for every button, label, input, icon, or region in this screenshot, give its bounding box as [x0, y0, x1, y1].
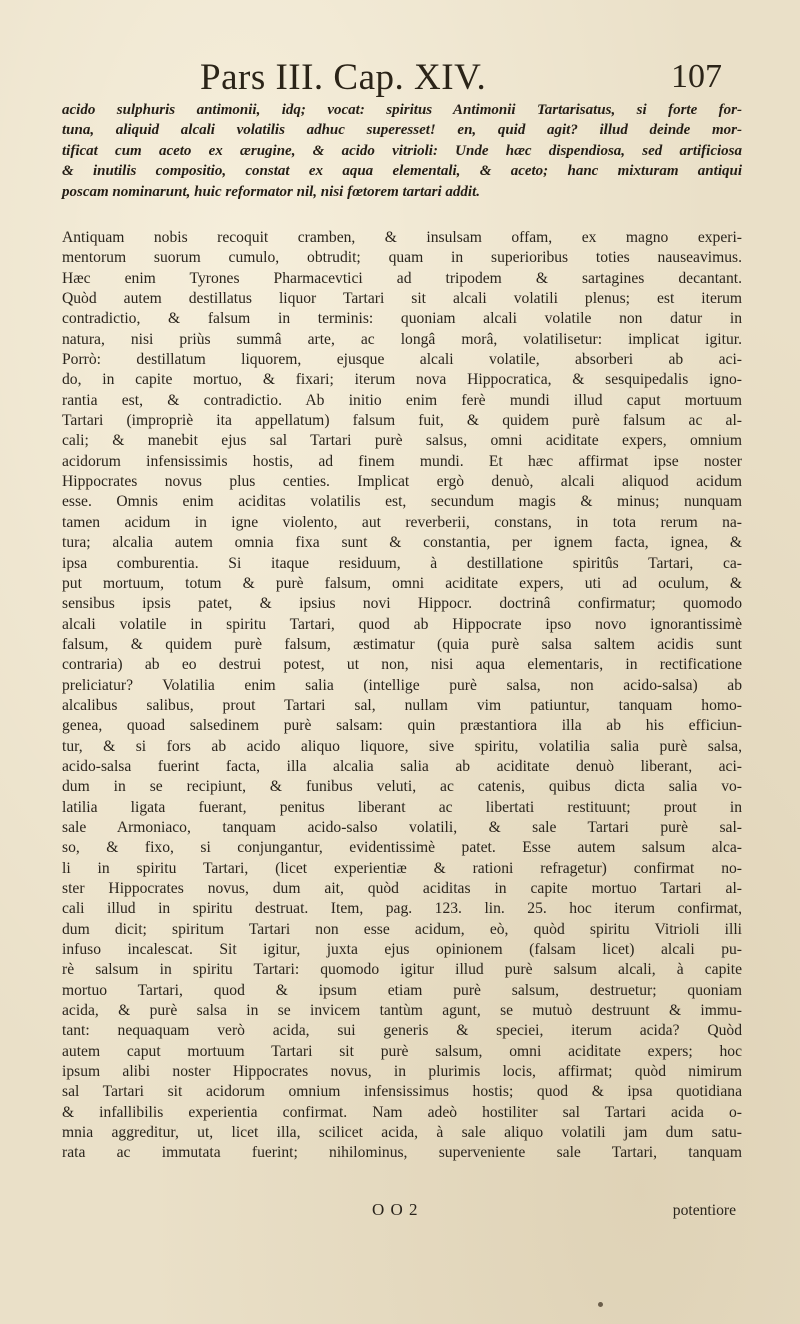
text-line: falsum, & quidem purè falsum, æstimatur (quia purè salsa saltem acidis sunt	[62, 635, 742, 653]
text-line: dum in se recipiunt, & funibus veluti, ac catenis, quibus dicta salia vo-	[62, 778, 742, 796]
text-line: acido-salsa fuerint facta, illa alcalia salia ab aciditate denuò liberant, aci-	[62, 757, 742, 775]
text-line: Porrò: destillatum liquorem, ejusque alcali volatile, absorberi ab aci-	[62, 351, 742, 369]
text-line: Antiquam nobis recoquit cramben, & insulsam offam, ex magno experi-	[62, 229, 742, 246]
text-line: esse. Omnis enim aciditas volatilis est, secundum magis & minus; nunquam	[62, 493, 742, 511]
text-line: cali; & manebit ejus sal Tartari purè salsus, omni aciditate expers, omnium	[62, 432, 742, 450]
signature-mark: O O 2	[372, 1200, 419, 1219]
text-line: tant: nequaquam verò acida, sui generis & speciei, iterum acida? Quòd	[62, 1022, 742, 1040]
text-line: preliciatur? Volatilia enim salia (intellige purè salsa, non acido-salsa) ab	[62, 676, 742, 694]
text-line: sale Armoniaco, tanquam acido-salso volatili, & sale Tartari purè sal-	[62, 818, 742, 836]
text-line: sal Tartari sit acidorum omnium infensissimus hostis; quod & ipsa quotidiana	[62, 1083, 742, 1101]
text-line: sensibus ipsis patet, & ipsius novi Hippocr. doctrinâ confirmatur; quomodo	[62, 595, 742, 613]
text-line: rata ac immutata fuerint; nihilominus, superveniente sale Tartari, tanquam	[62, 1144, 742, 1162]
text-line: put mortuum, totum & purè falsum, omni aciditate expers, uti ad oculum, &	[62, 574, 742, 592]
text-line: infuso incalescat. Sit igitur, juxta ejus opinionem (falsam licet) alcali pu-	[62, 941, 742, 959]
text-line: acidorum infensissimis hostis, ad finem mundi. Et hæc affirmat ipse noster	[62, 452, 742, 470]
text-line: acida, & purè salsa in se invicem tantùm agunt, se mutuò destruunt & immu-	[62, 1002, 742, 1020]
text-line: genea, quoad salsedinem purè salsam: quin præstantiora illa ab his efficiun-	[62, 717, 742, 735]
page-header	[70, 56, 730, 104]
quote-line: tificat cum aceto ex ærugine, & acido vitrioli: Unde hæc dispendiosa, sed artificiosa	[62, 142, 742, 159]
catchword: potentiore	[672, 1202, 736, 1219]
text-line: contraria) ab eo destrui potest, ut non, nisi aqua elementaris, in rectificatione	[62, 656, 742, 674]
text-line: contradictio, & falsum in terminis: quoniam alcali volatile non datur in	[62, 310, 742, 328]
text-line: mentorum suorum cumulo, obtrudit; quam in superioribus toties nauseavimus.	[62, 249, 742, 267]
main-text-block	[62, 228, 742, 1164]
footer-line	[62, 1200, 742, 1224]
text-line: so, & fixo, si conjungantur, evidentissimè patet. Esse autem salsum alca-	[62, 839, 742, 857]
paper-spot	[598, 1302, 603, 1307]
text-line: Hippocrates novus plus centies. Implicat ergò denuò, alcali aliquod acidum	[62, 473, 742, 491]
text-line: li in spiritu Tartari, (licet experientiæ & rationi refragetur) confirmat no-	[62, 859, 742, 877]
text-line: alcalibus salibus, prout Tartari sal, nullam vim patiuntur, tanquam homo-	[62, 696, 742, 714]
quote-line: acido sulphuris antimonii, idq; vocat: spiritus Antimonii Tartarisatus, si forte for-	[62, 102, 742, 118]
text-line: cali illud in spiritu destruat. Item, pag. 123. lin. 25. hoc iterum confirmat,	[62, 900, 742, 918]
text-line: natura, nisi priùs summâ arte, ac longâ morâ, volatilisetur: implicat igitur.	[62, 330, 742, 348]
text-line: ipsum alibi noster Hippocrates novus, in plurimis locis, affirmat; quòd nimirum	[62, 1063, 742, 1081]
text-line: Hæc enim Tyrones Pharmacevtici ad tripodem & sartagines decantant.	[62, 269, 742, 287]
quote-line: poscam nominarunt, huic reformator nil, nisi fœtorem tartari addit.	[62, 183, 480, 200]
text-line: do, in capite mortuo, & fixari; iterum nova Hippocratica, & sesquipedalis igno-	[62, 371, 742, 389]
text-line: Quòd autem destillatus liquor Tartari sit alcali volatili plenus; est iterum	[62, 290, 742, 308]
text-line: mortuo Tartari, quod & ipsum etiam purè salsum, destruetur; quoniam	[62, 981, 742, 999]
text-line: dum dicit; spiritum Tartari non esse acidum, eò, quòd spiritu Vitrioli illi	[62, 920, 742, 938]
text-line: mnia aggreditur, ut, licet illa, scilicet acida, à sale aliquo volatili jam dum satu-	[62, 1124, 742, 1142]
quote-line: tuna, aliquid alcali volatilis adhuc superesset! en, quid agit? illud deinde mor-	[62, 122, 742, 139]
text-line: tamen acidum in igne violento, aut reverberii, constans, in tota rerum na-	[62, 513, 742, 531]
text-line: tur, & si fors ab acido aliquo liquore, sive spiritu, volatilia salia purè salsa,	[62, 737, 742, 755]
page-number: 107	[671, 58, 722, 95]
quoted-passage	[62, 100, 742, 202]
text-line: tura; alcalia autem omnia fixa sunt & constantia, per ignem facta, ignea, &	[62, 534, 742, 552]
text-line: latilia ligata fuerant, penitus liberant ac libertati restituunt; prout in	[62, 798, 742, 816]
running-head: Pars III. Cap. XIV.	[200, 57, 487, 98]
text-line: & infallibilis experientia confirmat. Nam adeò hostiliter sal Tartari acida o-	[62, 1103, 742, 1121]
text-line: autem caput mortuum Tartari sit purè salsum, omni aciditate expers; hoc	[62, 1042, 742, 1060]
text-line: Tartari (impropriè ita appellatum) falsum fuit, & quidem purè falsum ac al-	[62, 412, 742, 430]
text-line: ipsa comburentia. Si itaque residuum, à destillatione spiritûs Tartari, ca-	[62, 554, 742, 572]
text-line: ster Hippocrates novus, dum ait, quòd aciditas in capite mortuo Tartari al-	[62, 880, 742, 897]
text-line: rè salsum in spiritu Tartari: quomodo igitur illud purè salsum alcali, à capite	[62, 961, 742, 979]
quote-line: & inutilis compositio, constat ex aqua elementali, & aceto; hanc mixturam antiqui	[62, 163, 742, 180]
text-line: alcali volatile in spiritu Tartari, quod ab Hippocrate ipso novo ignorantissimè	[62, 615, 742, 633]
text-line: rantia est, & contradictio. Ab initio enim ferè mundi illud caput mortuum	[62, 391, 742, 409]
